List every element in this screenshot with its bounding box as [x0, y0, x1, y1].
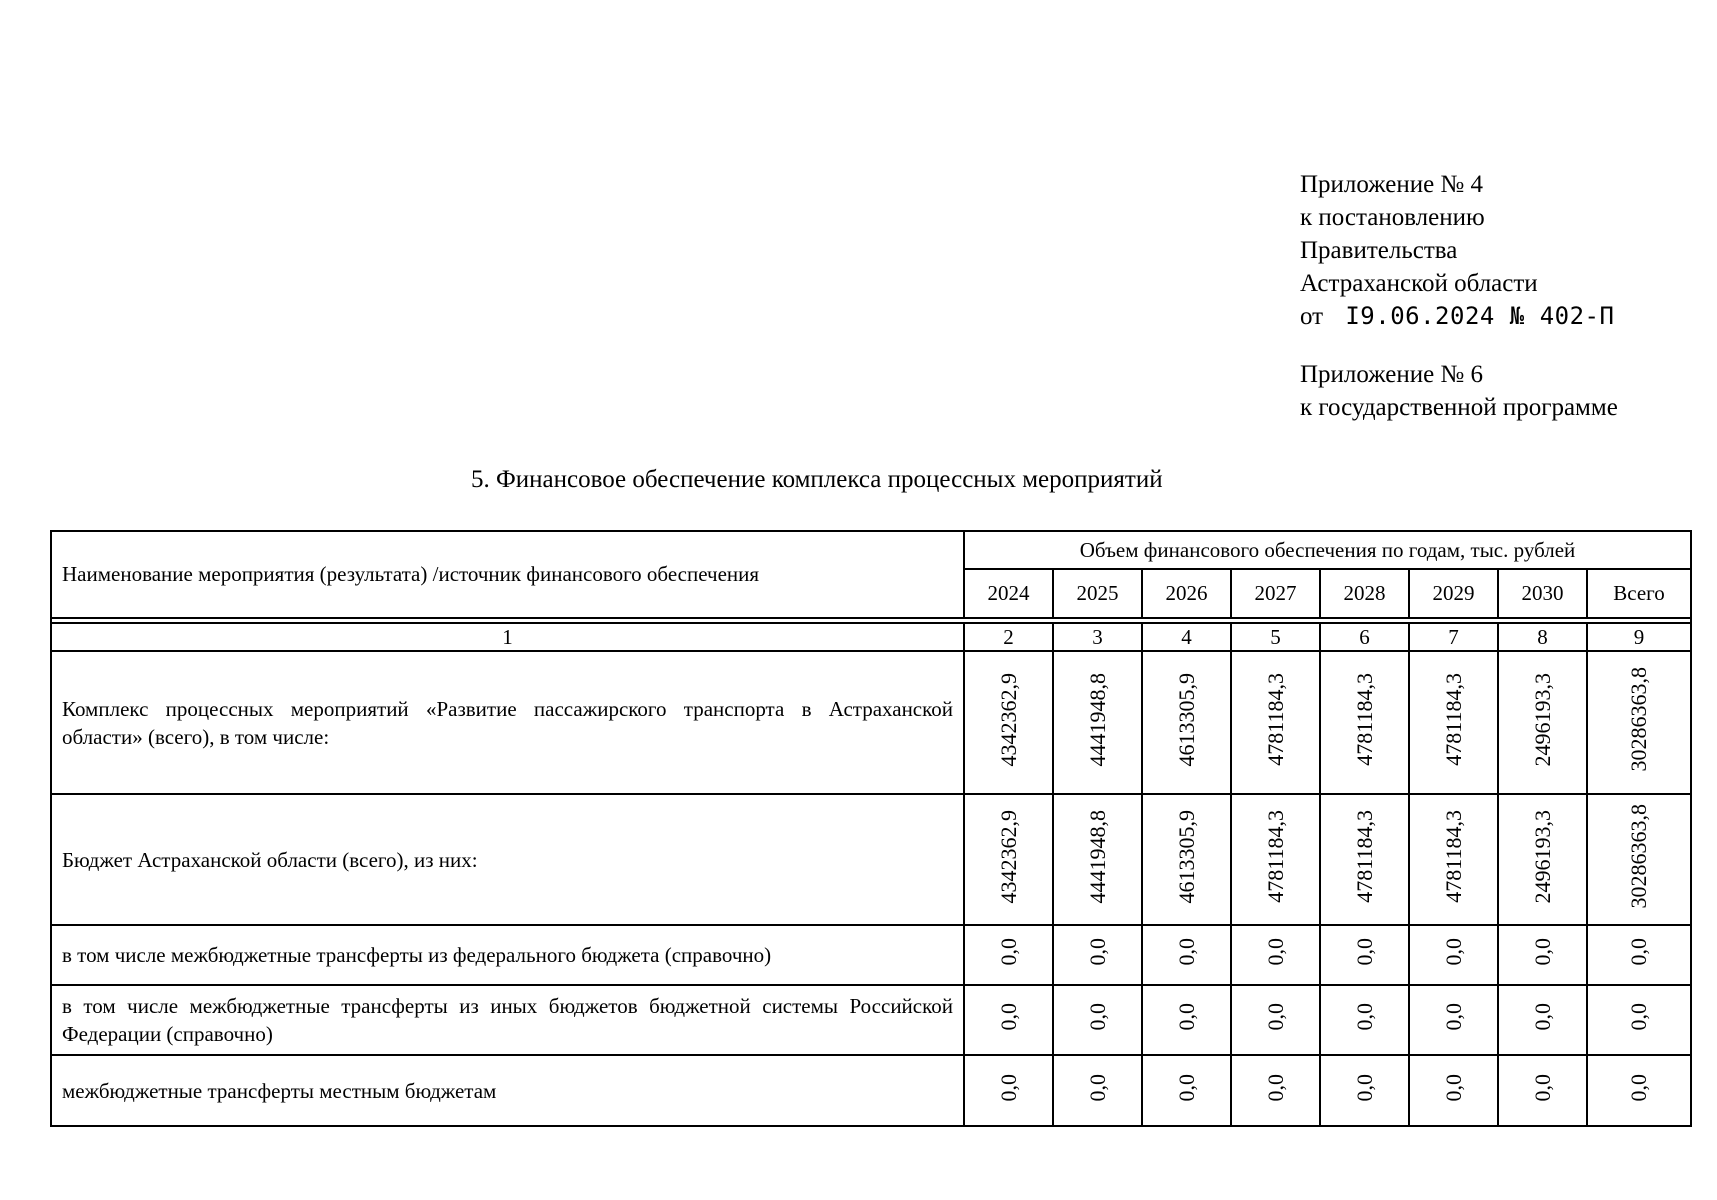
value-text: 4781184,3 [1440, 673, 1466, 766]
header-line: к постановлению [1300, 204, 1485, 231]
row-name: Бюджет Астраханской области (всего), из них: [51, 794, 964, 925]
value-cell [964, 1055, 1053, 1126]
value-text: 0,0 [1626, 1003, 1652, 1031]
column-number: 7 [1409, 623, 1498, 651]
value-cell [1498, 794, 1587, 925]
value-text: 2496193,3 [1529, 672, 1555, 767]
value-text: 0,0 [1084, 1003, 1110, 1031]
column-number: 1 [51, 623, 964, 651]
financing-table [50, 530, 1692, 1127]
table-row [51, 794, 1691, 925]
value-text: 30286363,8 [1626, 667, 1652, 772]
total-cell [1587, 794, 1691, 925]
value-text: 4781184,3 [1440, 810, 1466, 903]
value-cell [1053, 1055, 1142, 1126]
header-line: Астраханской области [1300, 270, 1538, 297]
value-text: 4342362,9 [995, 809, 1021, 904]
row-name: в том числе межбюджетные трансферты из федерального бюджета (справочно) [51, 925, 964, 985]
table-row [51, 985, 1691, 1055]
table-row [51, 651, 1691, 794]
value-text: 0,0 [1440, 1003, 1466, 1031]
value-cell [1409, 651, 1498, 794]
value-cell [1231, 651, 1320, 794]
value-cell [1409, 925, 1498, 985]
value-cell [1142, 925, 1231, 985]
value-cell [1231, 1055, 1320, 1126]
value-cell [1409, 1055, 1498, 1126]
value-cell [1142, 1055, 1231, 1126]
value-cell [964, 651, 1053, 794]
annex-line: Приложение № 6 [1300, 361, 1484, 388]
value-text: 4441948,8 [1084, 809, 1110, 904]
row-name: межбюджетные трансферты местным бюджетам [51, 1055, 964, 1126]
value-cell [1142, 794, 1231, 925]
value-cell [1498, 651, 1587, 794]
value-text: 30286363,8 [1626, 804, 1652, 909]
value-text: 0,0 [1262, 938, 1288, 966]
value-text: 0,0 [995, 1073, 1021, 1102]
column-number: 3 [1053, 623, 1142, 651]
year-header: 2029 [1409, 569, 1498, 618]
row-name: Комплекс процессных мероприятий «Развитие пассажирского транспорта в Астраханской области» (всего), в том числе: [51, 651, 964, 794]
value-text: 0,0 [1262, 1073, 1288, 1102]
value-text: 0,0 [1626, 1073, 1652, 1102]
year-header: 2027 [1231, 569, 1320, 618]
header-gap [1300, 333, 1618, 358]
value-text: 4781184,3 [1262, 810, 1288, 903]
table-row [51, 925, 1691, 985]
value-text: 4781184,3 [1351, 810, 1377, 903]
decree-number-stamp: I9.06.2024 № 402-П [1345, 302, 1615, 330]
value-cell [1320, 925, 1409, 985]
name-column-header: Наименование мероприятия (результата) /источник финансового обеспечения [51, 531, 964, 618]
value-text: 0,0 [1529, 938, 1555, 966]
column-number: 4 [1142, 623, 1231, 651]
decree-line [1300, 300, 1618, 333]
value-text: 2496193,3 [1529, 809, 1555, 904]
value-text: 0,0 [995, 1003, 1021, 1031]
value-text: 0,0 [1084, 1073, 1110, 1102]
header-line: Приложение № 4 [1300, 171, 1484, 198]
year-header: 2028 [1320, 569, 1409, 618]
value-cell [1320, 1055, 1409, 1126]
value-text: 0,0 [1440, 1073, 1466, 1102]
value-text: 0,0 [1529, 1073, 1555, 1102]
value-text: 4441948,8 [1084, 672, 1110, 767]
value-text: 0,0 [1173, 1003, 1199, 1031]
decree-prefix: от [1300, 303, 1324, 330]
value-cell [1053, 651, 1142, 794]
value-cell [1231, 985, 1320, 1055]
value-cell [1320, 985, 1409, 1055]
annex-line: к государственной программе [1300, 394, 1618, 421]
total-cell [1587, 985, 1691, 1055]
value-cell [1409, 794, 1498, 925]
value-cell [964, 985, 1053, 1055]
value-text: 0,0 [1351, 1073, 1377, 1102]
year-header: 2024 [964, 569, 1053, 618]
value-cell [1231, 794, 1320, 925]
value-text: 4781184,3 [1262, 673, 1288, 766]
value-text: 0,0 [1626, 938, 1652, 966]
total-cell [1587, 651, 1691, 794]
value-text: 0,0 [1173, 1073, 1199, 1102]
value-cell [1053, 985, 1142, 1055]
value-cell [1498, 1055, 1587, 1126]
section-title: 5. Финансовое обеспечение комплекса процессных мероприятий [471, 466, 1163, 493]
value-text: 4342362,9 [995, 672, 1021, 767]
value-text: 4613305,9 [1173, 672, 1199, 767]
total-cell [1587, 925, 1691, 985]
value-cell [1142, 651, 1231, 794]
column-number: 9 [1587, 623, 1691, 651]
value-cell [1231, 925, 1320, 985]
value-cell [1053, 794, 1142, 925]
value-cell [1409, 985, 1498, 1055]
value-text: 0,0 [1351, 938, 1377, 966]
value-cell [1142, 985, 1231, 1055]
year-header: 2025 [1053, 569, 1142, 618]
value-cell [1320, 794, 1409, 925]
value-text: 0,0 [1529, 1003, 1555, 1031]
value-text: 0,0 [1351, 1003, 1377, 1031]
value-cell [1498, 925, 1587, 985]
column-number-row [51, 623, 1691, 651]
value-text: 0,0 [1440, 938, 1466, 966]
value-cell [1498, 985, 1587, 1055]
year-header: 2030 [1498, 569, 1587, 618]
value-cell [964, 925, 1053, 985]
column-number: 2 [964, 623, 1053, 651]
value-cell [1053, 925, 1142, 985]
column-number: 6 [1320, 623, 1409, 651]
value-text: 0,0 [1084, 938, 1110, 966]
total-header: Всего [1587, 569, 1691, 618]
column-number: 8 [1498, 623, 1587, 651]
approval-header [1300, 168, 1618, 424]
value-text: 0,0 [1173, 938, 1199, 966]
table-row [51, 1055, 1691, 1126]
total-cell [1587, 1055, 1691, 1126]
year-header: 2026 [1142, 569, 1231, 618]
value-text: 4613305,9 [1173, 809, 1199, 904]
row-name: в том числе межбюджетные трансферты из иных бюджетов бюджетной системы Российской Федерации (справочно) [51, 985, 964, 1055]
value-text: 0,0 [995, 938, 1021, 966]
value-cell [964, 794, 1053, 925]
value-text: 4781184,3 [1351, 673, 1377, 766]
column-number: 5 [1231, 623, 1320, 651]
financing-group-header: Объем финансового обеспечения по годам, тыс. рублей [964, 531, 1691, 569]
value-cell [1320, 651, 1409, 794]
header-line: Правительства [1300, 237, 1458, 264]
value-text: 0,0 [1262, 1003, 1288, 1031]
